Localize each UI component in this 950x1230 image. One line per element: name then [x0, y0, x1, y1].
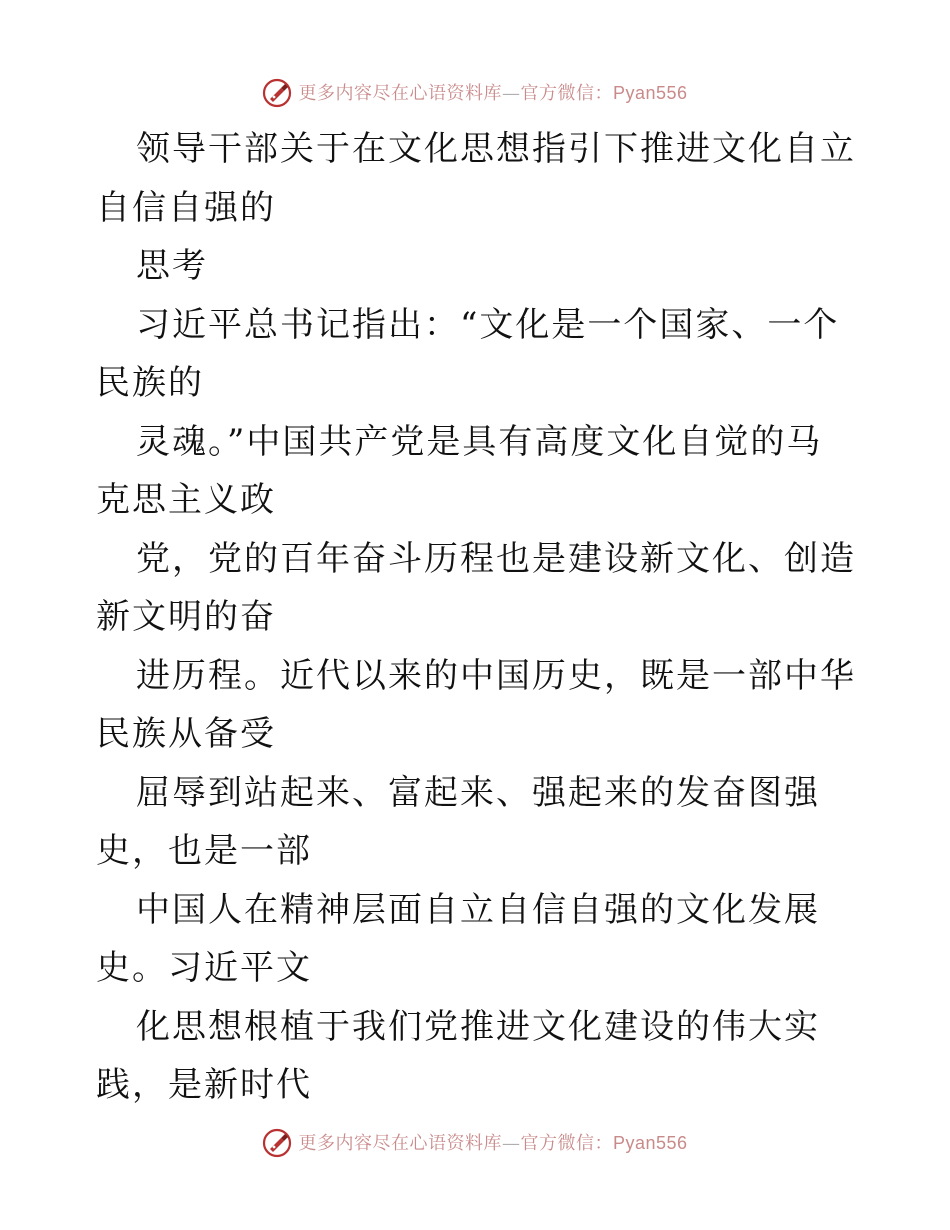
- watermark-brand: 更多内容尽在心语资料库: [298, 82, 502, 104]
- paragraph-7: 屈辱到站起来、富起来、强起来的发奋图强史，也是一部: [96, 772, 820, 871]
- paragraph-2: 思考: [136, 246, 208, 286]
- footer-watermark: [0, 1128, 950, 1158]
- watermark-dash: —: [501, 1132, 521, 1154]
- paragraph-8: 中国人在精神层面自立自信自强的文化发展史。习近平文: [96, 889, 820, 988]
- paragraph-9: 化思想根植于我们党推进文化建设的伟大实践，是新时代: [96, 1006, 820, 1105]
- paragraph-1: 领导干部关于在文化思想指引下推进文化自立自信自强的: [96, 129, 856, 228]
- watermark-brand: 更多内容尽在心语资料库: [298, 1132, 502, 1154]
- paragraph-3: 习近平总书记指出：“文化是一个国家、一个民族的: [96, 304, 840, 403]
- paragraph-4: 灵魂。”中国共产党是具有高度文化自觉的马克思主义政: [96, 421, 823, 520]
- pen-nib-logo-icon: [262, 78, 292, 108]
- watermark-wechat-id: Pyan556: [612, 82, 688, 103]
- paragraph-5: 党，党的百年奋斗历程也是建设新文化、创造新文明的奋: [96, 538, 856, 637]
- watermark-official-label: 官方微信：: [520, 82, 613, 104]
- watermark-official-label: 官方微信：: [520, 1132, 613, 1154]
- header-watermark: [0, 78, 950, 108]
- watermark-wechat-id: Pyan556: [612, 1132, 688, 1153]
- watermark-text: [298, 1132, 687, 1155]
- document-body: [96, 120, 856, 1115]
- watermark-text: [298, 82, 687, 105]
- paragraph-6: 进历程。近代以来的中国历史，既是一部中华民族从备受: [96, 655, 856, 754]
- watermark-dash: —: [501, 82, 521, 104]
- pen-nib-logo-icon: [262, 1128, 292, 1158]
